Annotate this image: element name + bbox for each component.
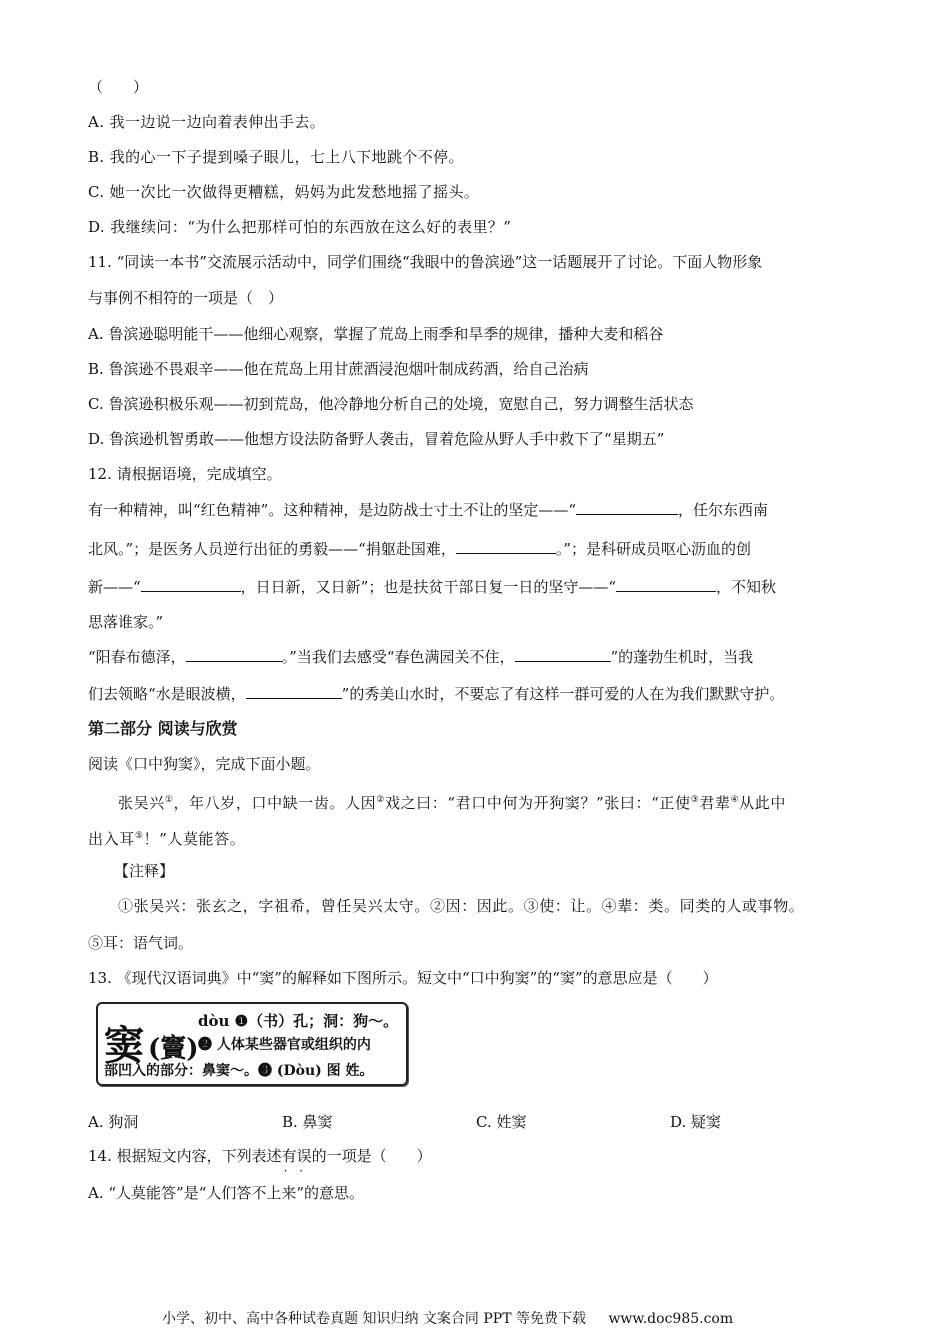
fill-blank-4[interactable] — [616, 577, 716, 592]
q12-para-line3 — [88, 577, 776, 597]
footnote-mark: ④ — [730, 795, 740, 805]
classical-text: ，年八岁，口中缺一齿。人因 — [173, 794, 377, 812]
q12-text: 有一种精神，叫“红色精神”。这种精神，是边防战士寸土不让的坚定——“ — [88, 501, 577, 519]
q12-para-line2 — [88, 539, 751, 559]
q11-option-c: C. 鲁滨逊积极乐观——初到荒岛，他冷静地分析自己的处境，宽慰自己，努力调整生活状态 — [88, 395, 694, 413]
part2-intro: 阅读《口中狗窦》，完成下面小题。 — [88, 755, 321, 773]
footer-text: 小学、初中、高中各种试卷真题 知识归纳 文案合同 PPT 等免费下载 — [162, 1311, 586, 1327]
q14-option-a: A. “人莫能答”是“人们答不上来”的意思。 — [88, 1184, 365, 1202]
q12-text: 们去领略“水是眼波横， — [88, 685, 246, 703]
dict-row2: ❷ 人体某些器官或组织的内 — [198, 1037, 371, 1053]
q12-text: ，日日新，又日新”；也是扶贫干部日复一日的坚守——“ — [240, 578, 617, 596]
q11-option-b: B. 鲁滨逊不畏艰辛——他在荒岛上用甘蔗酒浸泡烟叶制成药酒，给自己治病 — [88, 360, 589, 378]
q14-text: 的一项是（ ） — [311, 1147, 432, 1165]
q12-para-line1 — [88, 500, 768, 520]
q10-option-d: D. 我继续问：“为什么把那样可怕的东西放在这么好的表里？” — [88, 218, 512, 236]
dict-row3: 部凹入的部分：鼻窦～。❸ (Dòu) 图 姓。 — [104, 1063, 374, 1079]
dict-traditional: (竇) — [148, 1034, 199, 1064]
q14-stem — [88, 1146, 432, 1166]
classical-text: 戏之曰：“君口中何为开狗窦？”张曰：“正使 — [384, 794, 691, 812]
fill-blank-3[interactable] — [141, 577, 241, 592]
fill-blank-6[interactable] — [515, 647, 611, 662]
footer-site[interactable]: www.doc985.com — [608, 1311, 734, 1327]
q12-text: ，任尔东西南 — [678, 501, 769, 519]
q12-text: 新——“ — [88, 578, 141, 596]
q11-option-d: D. 鲁滨逊机智勇敢——他想方设法防备野人袭击，冒着危险从野人手中救下了“星期五” — [88, 430, 665, 448]
q12-text: ，不知秋 — [716, 578, 777, 596]
classical-text: ！”人莫能答。 — [143, 830, 246, 848]
note-line1: ①张吴兴：张玄之，字祖希，曾任吴兴太守。②因：因此。③使：让。④辈：类。同类的人或事物。 — [118, 897, 805, 915]
q12-text: 北风。”；是医务人员逆行出征的勇毅——“捐躯赴国难， — [88, 540, 456, 558]
q13-option-b: B. 鼻窦 — [282, 1113, 333, 1131]
footnote-mark: ② — [376, 795, 385, 805]
fill-blank-7[interactable] — [246, 684, 342, 699]
q13-option-d: D. 疑窦 — [670, 1113, 722, 1131]
dictionary-entry-image — [96, 1002, 408, 1086]
notes-title: 【注释】 — [114, 862, 175, 880]
classical-text-line1 — [118, 790, 786, 813]
note-line2: ⑤耳：语气词。 — [88, 934, 194, 952]
q11-stem-line2: 与事例不相符的一项是（ ） — [88, 289, 284, 307]
q10-option-b: B. 我的心一下子提到嗓子眼儿，七上八下地跳个不停。 — [88, 148, 464, 166]
q12-text: “阳春布德泽， — [88, 648, 186, 666]
classical-text: 从此中 — [739, 794, 786, 812]
page-footer — [162, 1308, 733, 1328]
q12-para-line6 — [88, 684, 784, 704]
footnote-mark: ① — [164, 795, 174, 805]
q10-option-a: A. 我一边说一边向着表伸出手去。 — [88, 113, 326, 131]
q12-text: ”的秀美山水时，不要忘了有这样一群可爱的人在为我们默默守护。 — [341, 685, 785, 703]
q10-option-c: C. 她一次比一次做得更糟糕，妈妈为此发愁地摇了摇头。 — [88, 183, 480, 201]
dict-row1: dòu ❶（书）孔；洞：狗～。 — [198, 1012, 399, 1030]
q12-para-line4: 思落谁家。” — [88, 613, 164, 631]
q12-stem: 12. 请根据语境，完成填空。 — [88, 465, 282, 483]
emphasis-text: 有误 · · — [282, 1147, 312, 1165]
fill-blank-1[interactable] — [576, 500, 678, 515]
classical-text: 张吴兴 — [118, 794, 165, 812]
q12-text: 。”当我们去感受“春色满园关不住， — [281, 648, 515, 666]
q13-option-a: A. 狗洞 — [88, 1113, 139, 1131]
q10-paren: （ ） — [88, 78, 149, 96]
fill-blank-5[interactable] — [186, 647, 282, 662]
q13-option-c: C. 姓窦 — [476, 1113, 527, 1131]
q14-text: 14. 根据短文内容，下列表述 — [88, 1147, 282, 1165]
q13-stem: 13. 《现代汉语词典》中“窦”的解释如下图所示。短文中“口中狗窦”的“窦”的意思应是（ ） — [88, 969, 718, 987]
q12-text: ”的蓬勃生机时，当我 — [610, 648, 754, 666]
dict-char: 窦 — [104, 1022, 144, 1069]
classical-text-line2 — [88, 826, 245, 849]
q12-text: 。”；是科研成员呕心沥血的创 — [555, 540, 752, 558]
classical-text: 出入耳 — [88, 830, 135, 848]
fill-blank-2[interactable] — [456, 539, 556, 554]
q12-para-line5 — [88, 647, 753, 667]
q11-option-a: A. 鲁滨逊聪明能干——他细心观察，掌握了荒岛上雨季和旱季的规律，播种大麦和稻谷 — [88, 325, 664, 343]
part2-heading: 第二部分 阅读与欣赏 — [88, 719, 238, 738]
footnote-mark: ③ — [690, 795, 700, 805]
footnote-mark: ⑤ — [134, 831, 144, 841]
q11-stem-line1: 11. “同读一本书”交流展示活动中，同学们围绕“我眼中的鲁滨逊”这一话题展开了讨论。下面人物形象 — [88, 253, 763, 271]
classical-text: 君辈 — [699, 794, 731, 812]
